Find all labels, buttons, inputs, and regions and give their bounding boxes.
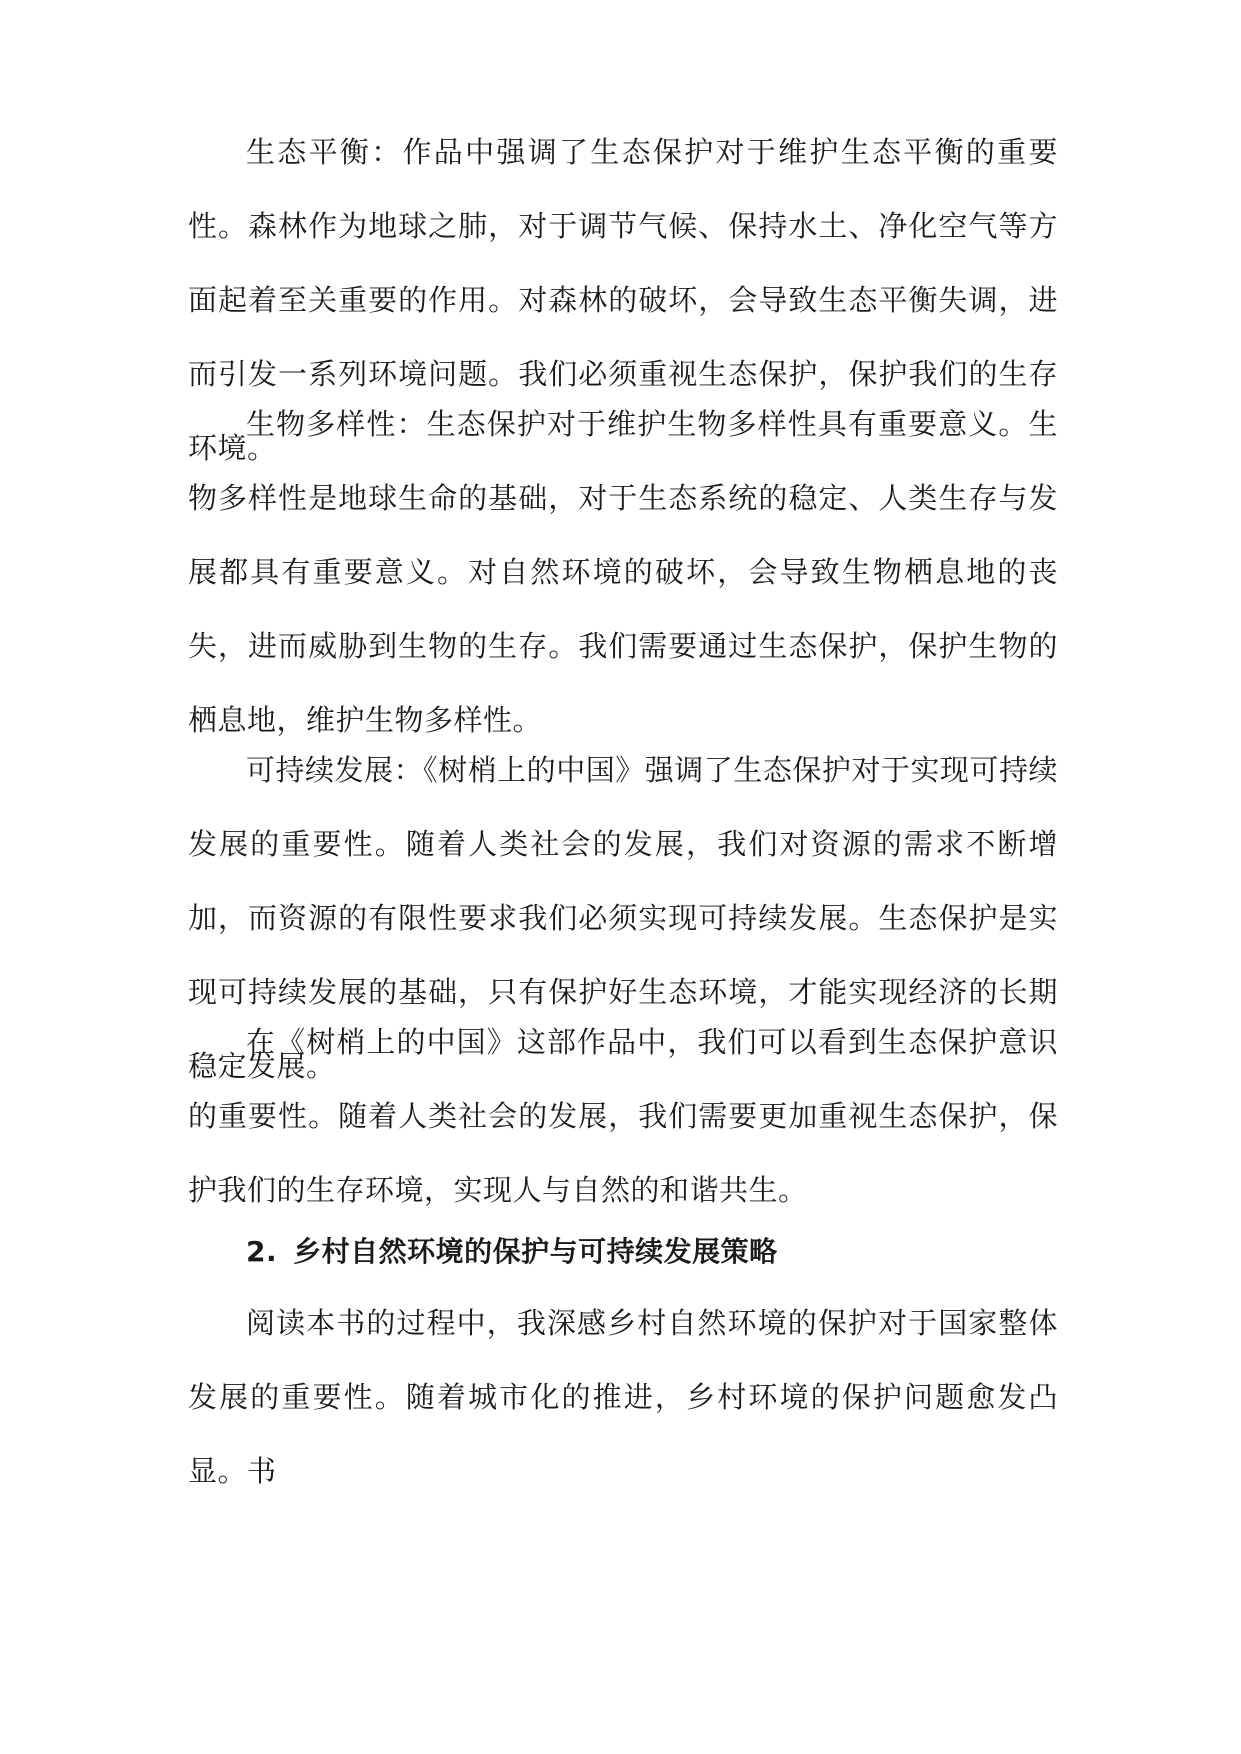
section-title: 乡村自然环境的保护与可持续发展策略	[293, 1235, 778, 1268]
paragraph-biodiversity: 生物多样性：生态保护对于维护生物多样性具有重要意义。生物多样性是地球生命的基础，对于生态系统的稳定、人类生存与发展都具有重要意义。对自然环境的破坏，会导致生物栖息地的丧失，进而威胁到生物的生存。我们需要通过生态保护，保护生物的栖息地，维护生物多样性。	[188, 407, 1058, 737]
section-heading	[246, 1215, 1046, 1289]
section-number: 2.	[246, 1235, 278, 1268]
paragraph-rural-environment: 阅读本书的过程中，我深感乡村自然环境的保护对于国家整体发展的重要性。随着城市化的推进，乡村环境的保护问题愈发凸显。书	[188, 1306, 1058, 1488]
paragraph-sustainable-development: 可持续发展：《树梢上的中国》强调了生态保护对于实现可持续发展的重要性。随着人类社会的发展，我们对资源的需求不断增加，而资源的有限性要求我们必须实现可持续发展。生态保护是实现可持续发展的基础，只有保护好生态环境，才能实现经济的长期稳定发展。	[188, 753, 1058, 1083]
paragraph-conclusion: 在《树梢上的中国》这部作品中，我们可以看到生态保护意识的重要性。随着人类社会的发展，我们需要更加重视生态保护，保护我们的生存环境，实现人与自然的和谐共生。	[188, 1025, 1058, 1207]
paragraph-ecological-balance: 生态平衡：作品中强调了生态保护对于维护生态平衡的重要性。森林作为地球之肺，对于调节气候、保持水土、净化空气等方面起着至关重要的作用。对森林的破坏，会导致生态平衡失调，进而引发一系列环境问题。我们必须重视生态保护，保护我们的生存环境。	[188, 135, 1058, 465]
